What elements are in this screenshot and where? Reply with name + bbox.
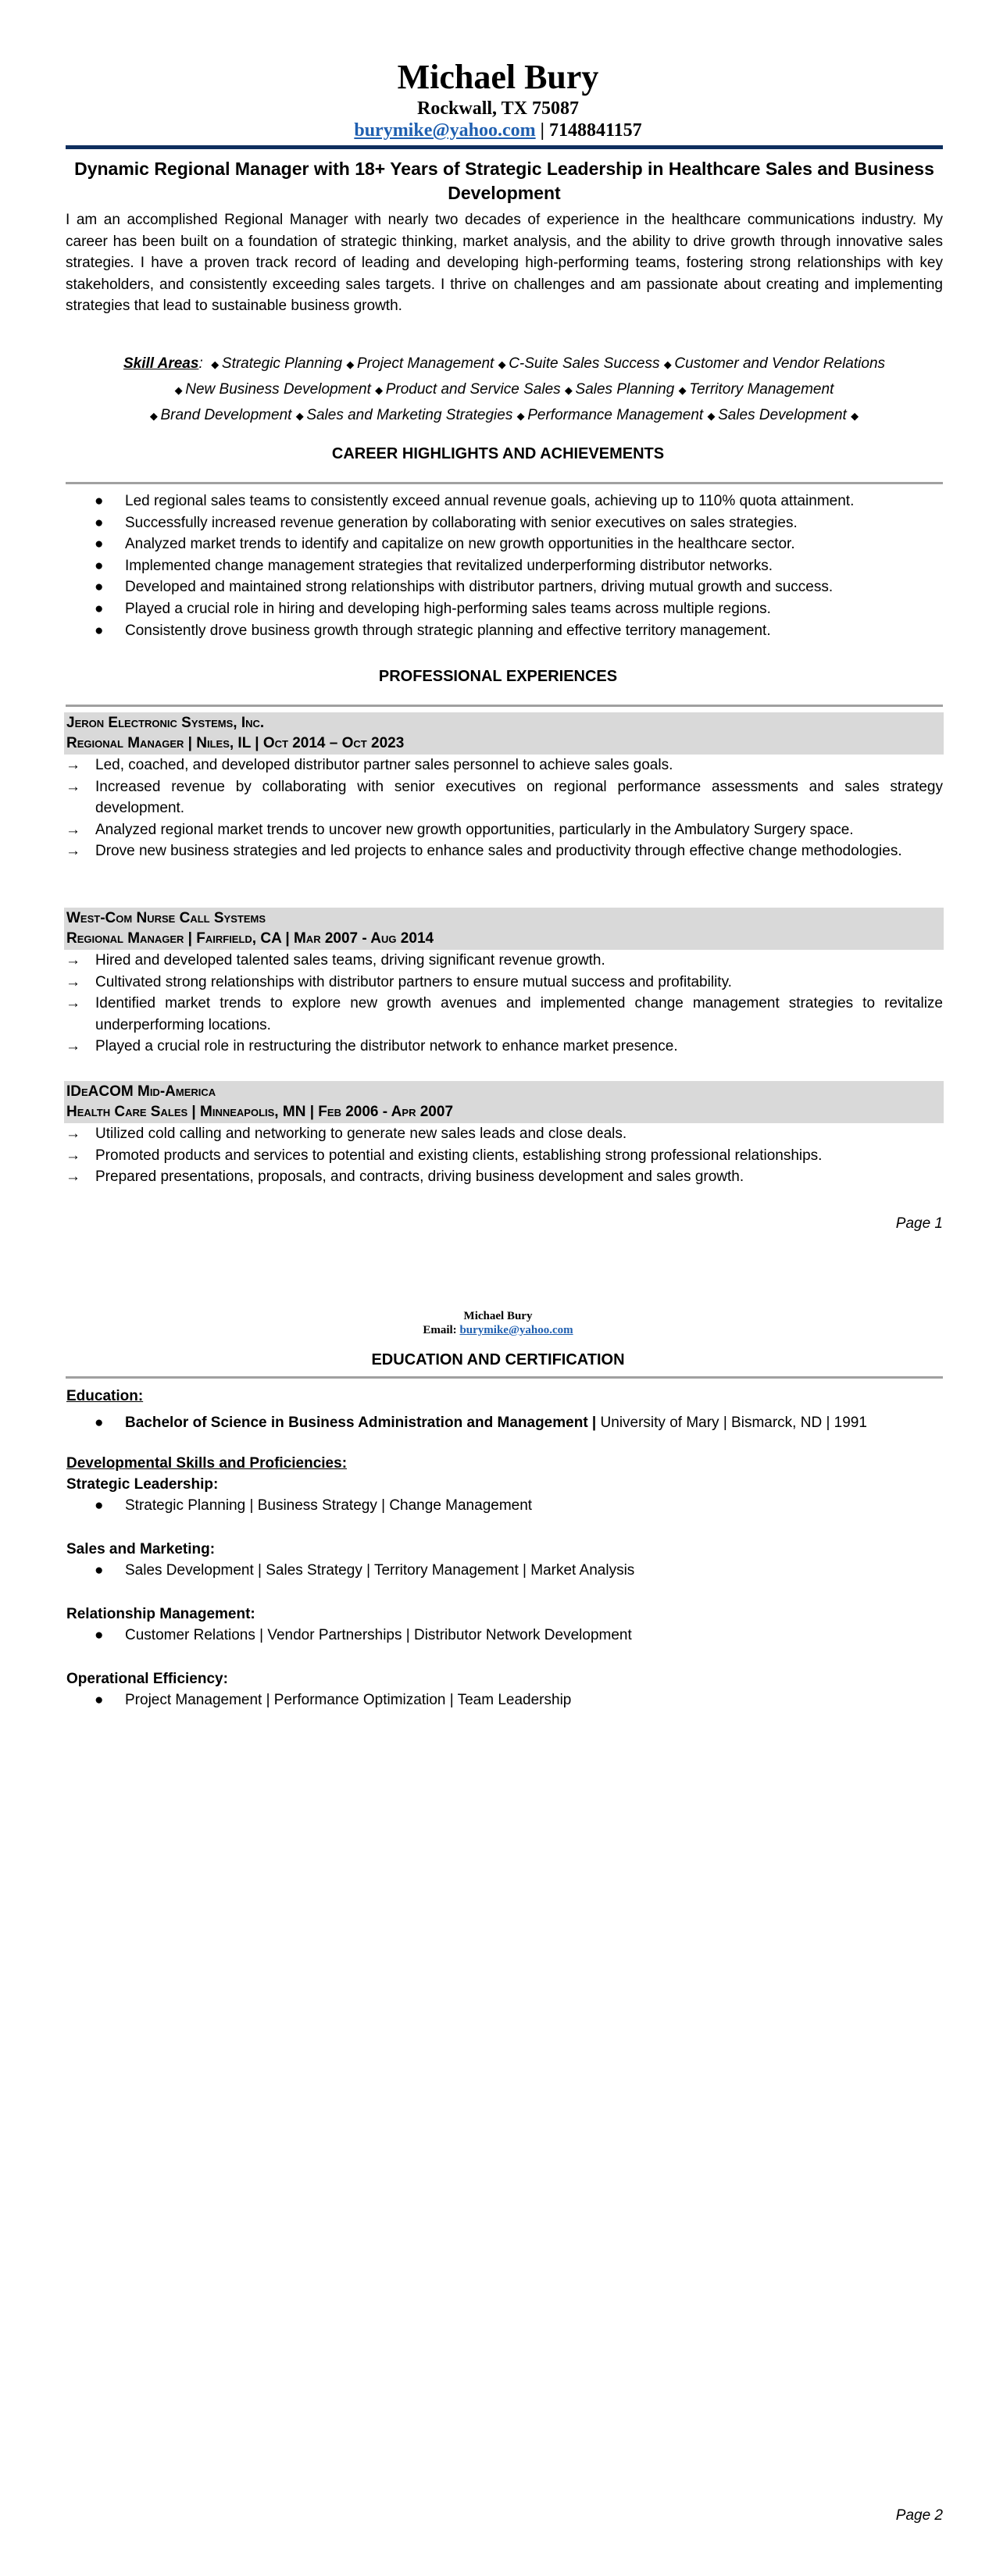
bullet-icon: ● [95,1415,104,1431]
bullet-icon: ● [95,536,104,553]
bullet-icon: ● [95,579,104,596]
skill-line [66,377,943,403]
diamond-icon: ◆ [211,359,222,370]
skill-areas [66,351,943,429]
highlights-list [66,491,943,641]
highlight-item: ● Implemented change management strategies that revitalized underperforming distributor networks. [66,555,943,577]
bullet-icon: ● [95,493,104,509]
email-link[interactable]: burymike@yahoo.com [459,1324,573,1336]
skill-line-items [211,355,885,372]
company-name: West-Com Nurse Call Systems [66,910,266,926]
degree: Bachelor of Science in Business Administration and Management | [125,1415,597,1431]
education-list [66,1412,943,1434]
skill-group-title: Strategic Leadership: [66,1476,219,1493]
job-bullet: → Prepared presentations, proposals, and contracts, driving business development and sales growth. [66,1166,943,1188]
email-label: Email: [423,1324,460,1336]
skill-item: Performance Management [527,407,708,423]
highlight-item: ● Developed and maintained strong relationships with distributor partners, driving mutual growth and success. [66,576,943,598]
job-bullet: → Utilized cold calling and networking to generate new sales leads and close deals. [66,1123,943,1145]
summary-paragraph: I am an accomplished Regional Manager with nearly two decades of experience in the healthcare communications industry. My career has been built on a foundation of strategic thinking, market analysis, and the ability to drive growth through innovative sales strategies. I have a proven track record of leading and developing high-performing teams, fostering strong relationships with key stakeholders, and consistently exceeding sales targets. I thrive on challenges and am passionate about creating and implementing strategies that lead to sustainable business growth. [66,212,943,315]
arrow-right-icon: → [66,821,80,838]
skill-line [66,403,943,429]
bullet-icon: ● [95,514,104,531]
diamond-icon: ◆ [375,384,386,396]
diamond-icon: ◆ [707,410,719,422]
skill-group-list [66,1689,943,1711]
bullet-icon: ● [95,557,104,574]
job-bullet: → Increased revenue by collaborating with senior executives on regional performance assessments and sales strategy development. [66,776,943,819]
arrow-right-icon: → [66,1147,80,1164]
dev-skills-heading: Developmental Skills and Proficiencies: [66,1455,348,1472]
arrow-right-icon: → [66,973,80,990]
skill-group-title: Relationship Management: [66,1606,255,1622]
diamond-icon: ◆ [564,384,576,396]
page-number: Page 2 [895,2507,943,2524]
job-bullet: → Drove new business strategies and led projects to enhance sales and productivity through effective change methodologies. [66,840,943,862]
arrow-right-icon: → [66,843,80,860]
skill-item: Project Management [357,355,498,372]
job-bullets [66,755,943,862]
job-bullet: → Played a crucial role in restructuring the distributor network to enhance market presence. [66,1036,943,1058]
page2-name: Michael Bury [463,1310,533,1322]
job-header [64,1081,944,1123]
skill-group-title: Operational Efficiency: [66,1671,228,1687]
diamond-icon: ◆ [678,384,690,396]
job-role-line: Regional Manager | Niles, IL | Oct 2014 – Oct 2023 [66,735,405,751]
bullet-icon: ● [95,1627,104,1643]
diamond-icon: ◆ [295,410,307,422]
highlight-item: ● Successfully increased revenue generation by collaborating with senior executives on sales strategies. [66,512,943,534]
skill-item: Customer and Vendor Relations [674,355,886,372]
skill-item: Sales Development [718,407,851,423]
page2-email-line [0,1323,996,1337]
skill-item: New Business Development [185,381,376,398]
diamond-icon: ◆ [516,410,528,422]
skill-group-item: ● Sales Development | Sales Strategy | Territory Management | Market Analysis [66,1560,943,1582]
job-bullet: → Analyzed regional market trends to uncover new growth opportunities, particularly in the Ambulatory Surgery space. [66,819,943,841]
candidate-name: Michael Bury [397,58,599,96]
highlight-item: ● Led regional sales teams to consistently exceed annual revenue goals, achieving up to 110% quota attainment. [66,491,943,512]
skill-line: Skill Areas: ◆ Strategic Planning ◆ Project Management ◆ C-Suite Sales Success ◆ Customer and Vendor Relations [123,355,886,372]
job-bullet: → Hired and developed talented sales teams, driving significant revenue growth. [66,950,943,972]
diamond-icon: ◆ [174,384,186,396]
job-bullet: → Promoted products and services to potential and existing clients, establishing strong professional relationships. [66,1145,943,1167]
bullet-icon: ● [95,1562,104,1579]
arrow-right-icon: → [66,995,80,1012]
highlight-item: ● Consistently drove business growth through strategic planning and effective territory management. [66,620,943,642]
job-role-line: Health Care Sales | Minneapolis, MN | Feb 2006 - Apr 2007 [66,1104,454,1120]
skill-group-list [66,1495,943,1517]
job-bullets [66,1123,943,1188]
skill-item: Territory Management [689,381,834,398]
skill-item: C-Suite Sales Success [509,355,664,372]
diamond-icon: ◆ [663,359,675,370]
candidate-address: Rockwall, TX 75087 [417,98,579,119]
skill-group-item: ● Strategic Planning | Business Strategy | Change Management [66,1495,943,1517]
arrow-right-icon: → [66,1126,80,1142]
skill-item: Product and Service Sales [385,381,565,398]
skill-item: Sales Planning [575,381,679,398]
arrow-right-icon: → [66,1038,80,1055]
page-number: Page 1 [895,1215,943,1232]
highlight-item: ● Played a crucial role in hiring and developing high-performing sales teams across multiple regions. [66,598,943,620]
skill-areas-label: Skill Areas [123,355,199,372]
job-bullet: → Cultivated strong relationships with distributor partners to ensure mutual success and profitability. [66,972,943,994]
phone-number: 7148841157 [548,120,642,141]
skill-item: Strategic Planning [221,355,347,372]
degree-details: University of Mary | Bismarck, ND | 1991 [596,1415,867,1431]
job-role-line: Regional Manager | Fairfield, CA | Mar 2007 - Aug 2014 [66,930,434,947]
arrow-right-icon: → [66,778,80,795]
skill-group-item: ● Customer Relations | Vendor Partnerships | Distributor Network Development [66,1625,943,1647]
arrow-right-icon: → [66,952,80,969]
email-link[interactable]: burymike@yahoo.com [354,120,536,141]
skill-group-list [66,1560,943,1582]
headline: Dynamic Regional Manager with 18+ Years of Strategic Leadership in Healthcare Sales and Business Development [74,159,934,203]
experience-rule [66,705,943,707]
arrow-right-icon: → [66,757,80,773]
job-header [64,712,944,755]
bullet-icon: ● [95,600,104,617]
highlights-rule [66,482,943,484]
skill-line-items [150,407,859,423]
diamond-icon: ◆ [851,410,859,422]
diamond-icon: ◆ [149,410,161,422]
header-rule [66,145,943,149]
bullet-icon: ● [95,1497,104,1514]
skill-line-items [175,381,834,398]
job-header [64,908,944,950]
company-name: Jeron Electronic Systems, Inc. [66,715,265,731]
highlight-item: ● Analyzed market trends to identify and capitalize on new growth opportunities in the healthcare sector. [66,533,943,555]
diamond-icon: ◆ [498,359,509,370]
highlights-title: CAREER HIGHLIGHTS AND ACHIEVEMENTS [331,445,665,462]
skill-group-list [66,1625,943,1647]
job-bullets [66,950,943,1058]
contact-separator: | [535,120,549,141]
education-title: EDUCATION AND CERTIFICATION [371,1351,625,1368]
diamond-icon: ◆ [346,359,357,370]
contact-line [0,119,996,142]
skill-item: Brand Development [160,407,296,423]
education-heading: Education: [66,1388,144,1404]
bullet-icon: ● [95,622,104,639]
arrow-right-icon: → [66,1168,80,1186]
experience-title: PROFESSIONAL EXPERIENCES [378,668,618,685]
company-name: IDeACOM Mid-America [66,1083,216,1100]
education-rule [66,1376,943,1379]
job-bullet: → Led, coached, and developed distributor partner sales personnel to achieve sales goals. [66,755,943,776]
education-item [66,1412,943,1434]
skill-item: Sales and Marketing Strategies [306,407,517,423]
job-bullet: → Identified market trends to explore new growth avenues and implemented change management strategies to revitalize underperforming locations. [66,993,943,1036]
bullet-icon: ● [95,1692,104,1708]
skill-group-item: ● Project Management | Performance Optimization | Team Leadership [66,1689,943,1711]
skill-group-title: Sales and Marketing: [66,1541,216,1557]
